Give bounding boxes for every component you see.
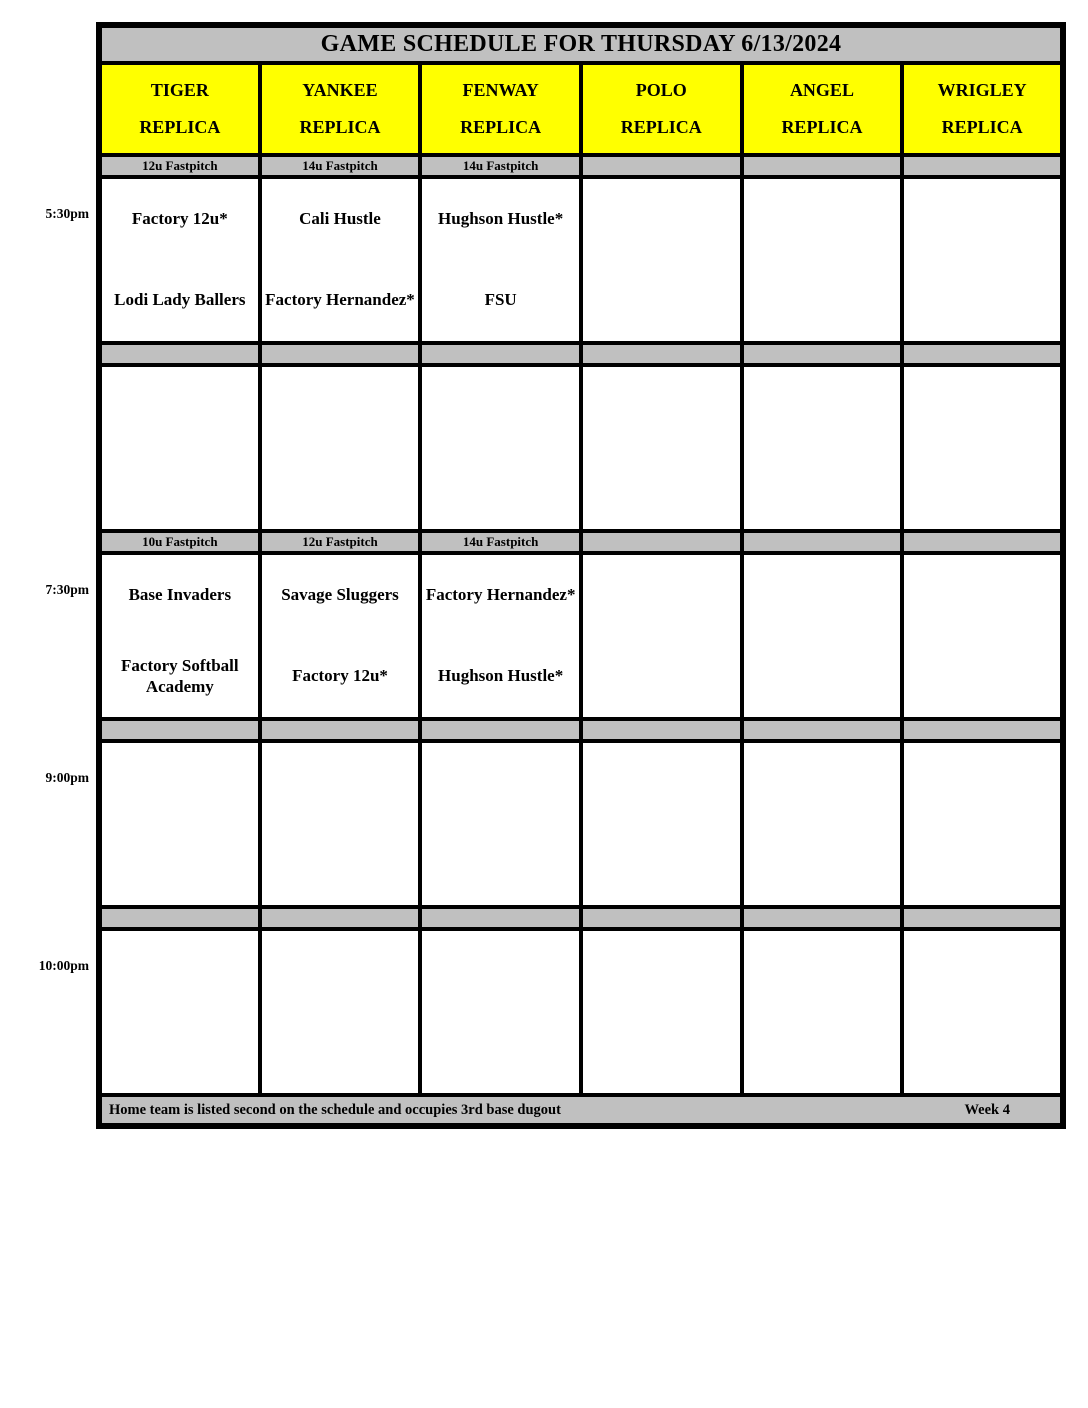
field-header-polo bbox=[581, 63, 742, 155]
home-team bbox=[422, 1012, 579, 1093]
game-cell bbox=[260, 365, 421, 531]
game-cell bbox=[902, 929, 1063, 1095]
home-team bbox=[583, 1012, 740, 1093]
home-team bbox=[904, 260, 1060, 341]
game-cell bbox=[742, 741, 903, 907]
field-type: REPLICA bbox=[460, 116, 542, 137]
away-team bbox=[583, 179, 740, 260]
field-type: REPLICA bbox=[620, 116, 702, 137]
game-cell bbox=[581, 929, 742, 1095]
division-label bbox=[99, 343, 260, 365]
home-team: Factory 12u* bbox=[292, 666, 388, 686]
game-cell bbox=[99, 365, 260, 531]
home-team bbox=[102, 448, 258, 529]
field-name: FENWAY bbox=[462, 80, 539, 101]
game-row bbox=[99, 741, 1063, 907]
home-team bbox=[904, 636, 1060, 717]
field-name: POLO bbox=[635, 80, 687, 101]
division-label bbox=[581, 155, 742, 177]
away-team: Base Invaders bbox=[128, 585, 232, 605]
division-label bbox=[742, 343, 903, 365]
division-label bbox=[260, 907, 421, 929]
away-team bbox=[904, 931, 1060, 1012]
division-label bbox=[902, 907, 1063, 929]
division-label bbox=[420, 719, 581, 741]
time-label: 9:00pm bbox=[45, 770, 89, 785]
division-label bbox=[420, 343, 581, 365]
field-header-fenway bbox=[420, 63, 581, 155]
field-name: TIGER bbox=[150, 80, 209, 101]
field-header-row bbox=[99, 63, 1063, 155]
away-team bbox=[744, 931, 901, 1012]
division-label bbox=[99, 719, 260, 741]
game-cell bbox=[902, 177, 1063, 343]
home-team bbox=[583, 448, 740, 529]
division-label: 12u Fastpitch bbox=[260, 531, 421, 553]
division-label bbox=[902, 719, 1063, 741]
game-cell bbox=[260, 177, 421, 343]
home-team: Hughson Hustle* bbox=[438, 666, 564, 686]
division-label: 10u Fastpitch bbox=[99, 531, 260, 553]
game-cell bbox=[420, 741, 581, 907]
division-row bbox=[99, 155, 1063, 177]
home-team bbox=[744, 1012, 901, 1093]
home-team bbox=[262, 824, 419, 905]
field-header-yankee bbox=[260, 63, 421, 155]
footer-week: Week 4 bbox=[964, 1101, 1010, 1118]
division-label bbox=[742, 907, 903, 929]
home-team bbox=[422, 824, 579, 905]
division-row bbox=[99, 531, 1063, 553]
away-team bbox=[744, 555, 901, 636]
game-cell bbox=[902, 741, 1063, 907]
division-label bbox=[742, 719, 903, 741]
division-label bbox=[902, 343, 1063, 365]
division-row bbox=[99, 343, 1063, 365]
away-team bbox=[102, 367, 258, 448]
home-team bbox=[904, 448, 1060, 529]
title-row bbox=[99, 25, 1063, 63]
game-cell bbox=[581, 741, 742, 907]
game-cell bbox=[260, 741, 421, 907]
away-team bbox=[262, 931, 419, 1012]
time-label: 7:30pm bbox=[45, 582, 89, 597]
away-team bbox=[102, 931, 258, 1012]
division-label bbox=[581, 907, 742, 929]
game-cell bbox=[420, 553, 581, 719]
game-cell bbox=[902, 553, 1063, 719]
footer-row bbox=[99, 1095, 1063, 1126]
game-cell bbox=[581, 365, 742, 531]
home-team: FSU bbox=[484, 290, 517, 310]
division-row bbox=[99, 907, 1063, 929]
game-cell bbox=[581, 177, 742, 343]
game-cell bbox=[742, 177, 903, 343]
division-label bbox=[581, 719, 742, 741]
away-team bbox=[744, 179, 901, 260]
home-team bbox=[744, 824, 901, 905]
footer-note: Home team is listed second on the schedule and occupies 3rd base dugout bbox=[109, 1101, 561, 1118]
away-team bbox=[262, 743, 419, 824]
division-label bbox=[902, 155, 1063, 177]
away-team: Savage Sluggers bbox=[281, 585, 399, 605]
division-label bbox=[742, 155, 903, 177]
home-team bbox=[102, 1012, 258, 1093]
home-team bbox=[904, 824, 1060, 905]
game-row bbox=[99, 929, 1063, 1095]
away-team: Cali Hustle bbox=[299, 209, 381, 229]
game-cell bbox=[260, 929, 421, 1095]
away-team bbox=[583, 367, 740, 448]
game-cell bbox=[581, 553, 742, 719]
field-header-angel bbox=[742, 63, 903, 155]
away-team bbox=[422, 743, 579, 824]
away-team: Hughson Hustle* bbox=[438, 209, 564, 229]
game-row bbox=[99, 177, 1063, 343]
home-team bbox=[583, 260, 740, 341]
division-label bbox=[99, 907, 260, 929]
field-header-wrigley bbox=[902, 63, 1063, 155]
home-team bbox=[583, 636, 740, 717]
division-label: 14u Fastpitch bbox=[420, 155, 581, 177]
field-type: REPLICA bbox=[299, 116, 381, 137]
away-team bbox=[102, 743, 258, 824]
game-cell bbox=[99, 177, 260, 343]
field-header-tiger bbox=[99, 63, 260, 155]
division-label bbox=[260, 343, 421, 365]
division-label bbox=[260, 719, 421, 741]
game-cell bbox=[99, 553, 260, 719]
home-team bbox=[422, 448, 579, 529]
home-team: Factory Hernandez* bbox=[265, 290, 415, 310]
game-cell bbox=[742, 553, 903, 719]
game-cell bbox=[420, 365, 581, 531]
field-type: REPLICA bbox=[139, 116, 221, 137]
time-label: 10:00pm bbox=[38, 958, 89, 973]
home-team bbox=[744, 260, 901, 341]
game-row bbox=[99, 553, 1063, 719]
game-cell bbox=[99, 929, 260, 1095]
division-row bbox=[99, 719, 1063, 741]
away-team bbox=[422, 367, 579, 448]
footer bbox=[99, 1095, 1063, 1126]
home-team: Factory Softball Academy bbox=[121, 656, 239, 696]
game-cell bbox=[742, 929, 903, 1095]
field-type: REPLICA bbox=[781, 116, 863, 137]
away-team bbox=[422, 931, 579, 1012]
division-label: 14u Fastpitch bbox=[260, 155, 421, 177]
home-team bbox=[102, 824, 258, 905]
division-label: 12u Fastpitch bbox=[99, 155, 260, 177]
home-team bbox=[262, 1012, 419, 1093]
division-label bbox=[581, 343, 742, 365]
division-label bbox=[581, 531, 742, 553]
away-team bbox=[262, 367, 419, 448]
away-team bbox=[744, 367, 901, 448]
game-cell bbox=[420, 177, 581, 343]
away-team bbox=[583, 931, 740, 1012]
division-label bbox=[742, 531, 903, 553]
away-team bbox=[904, 367, 1060, 448]
division-label bbox=[420, 907, 581, 929]
away-team bbox=[904, 555, 1060, 636]
game-cell bbox=[742, 365, 903, 531]
game-cell bbox=[260, 553, 421, 719]
away-team: Factory 12u* bbox=[131, 209, 228, 229]
schedule-table bbox=[96, 22, 1066, 1129]
division-label: 14u Fastpitch bbox=[420, 531, 581, 553]
away-team bbox=[583, 555, 740, 636]
game-cell bbox=[902, 365, 1063, 531]
home-team: Lodi Lady Ballers bbox=[114, 290, 246, 310]
away-team bbox=[583, 743, 740, 824]
page-title: GAME SCHEDULE FOR THURSDAY 6/13/2024 bbox=[99, 25, 1063, 63]
home-team bbox=[904, 1012, 1060, 1093]
home-team bbox=[744, 448, 901, 529]
away-team bbox=[904, 179, 1060, 260]
home-team bbox=[744, 636, 901, 717]
away-team bbox=[744, 743, 901, 824]
division-label bbox=[902, 531, 1063, 553]
game-row bbox=[99, 365, 1063, 531]
field-type: REPLICA bbox=[941, 116, 1023, 137]
field-name: WRIGLEY bbox=[937, 80, 1027, 101]
game-cell bbox=[99, 741, 260, 907]
away-team bbox=[904, 743, 1060, 824]
away-team: Factory Hernandez* bbox=[425, 585, 576, 605]
home-team bbox=[262, 448, 419, 529]
home-team bbox=[583, 824, 740, 905]
field-name: YANKEE bbox=[302, 80, 378, 101]
game-cell bbox=[420, 929, 581, 1095]
field-name: ANGEL bbox=[789, 80, 854, 101]
time-label: 5:30pm bbox=[45, 206, 89, 221]
